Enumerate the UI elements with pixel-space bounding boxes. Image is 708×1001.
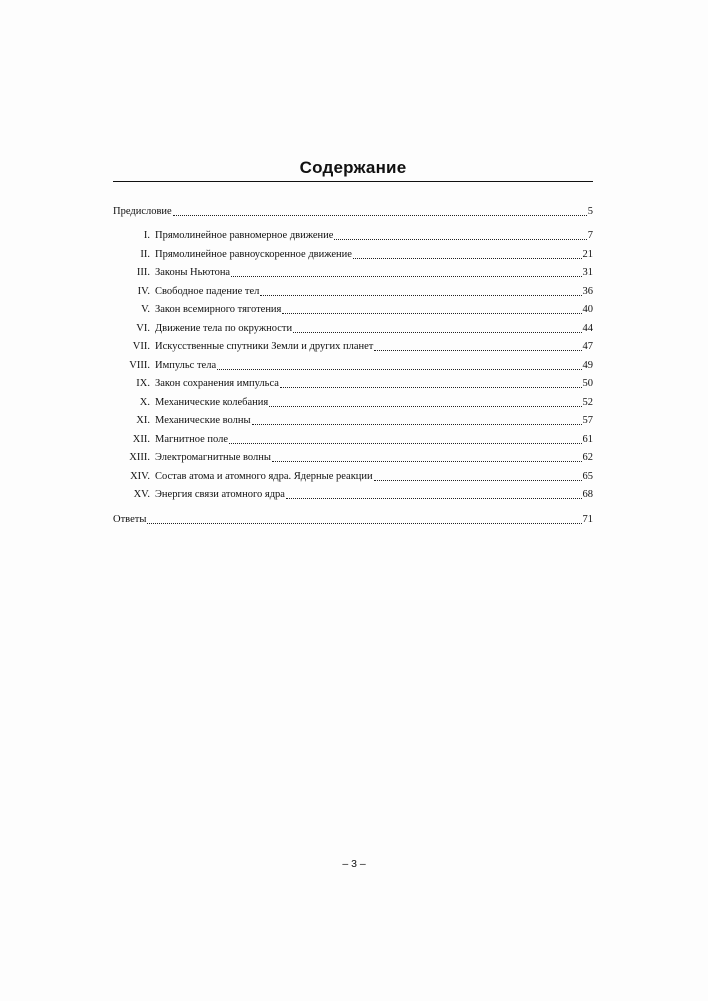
toc-entry-label: Свободное падение тел	[155, 285, 260, 297]
page-title: Содержание	[299, 158, 407, 177]
toc-entry-page: 40	[582, 304, 593, 315]
toc-entry-number: IX.	[136, 378, 150, 389]
page-number: – 3 –	[342, 858, 366, 870]
toc-leader-dots	[229, 443, 581, 444]
toc-entry-number: VIII.	[129, 359, 150, 371]
toc-entry-page: 65	[582, 470, 593, 482]
toc-entry-page: 50	[582, 378, 593, 389]
toc-entry-number: V.	[141, 304, 150, 315]
toc-entry-number: X.	[139, 396, 150, 408]
toc-entry-chapter-8[interactable]	[113, 357, 593, 373]
toc-entry-number: VI.	[136, 322, 150, 334]
toc-entry-page: 5	[587, 206, 593, 217]
toc-entry-chapter-5[interactable]	[113, 301, 593, 317]
toc-entry-preface[interactable]	[113, 203, 593, 219]
toc-entry-number: XIV.	[130, 470, 150, 482]
toc-entry-label: Механические волны	[155, 415, 251, 426]
toc-entry-label: Закон сохранения импульса	[155, 378, 279, 389]
toc-entry-label: Прямолинейное равноускоренное движение	[155, 248, 352, 260]
toc-entry-chapter-14[interactable]	[113, 468, 593, 484]
toc-leader-dots	[286, 498, 582, 499]
toc-entry-page: 36	[582, 285, 593, 297]
toc-entry-chapter-2[interactable]	[113, 246, 593, 262]
toc-entry-label: Механические колебания	[155, 396, 269, 408]
toc-entry-page: 71	[582, 514, 593, 525]
toc-entry-page: 7	[587, 230, 593, 241]
toc-entry-label: Движение тела по окружности	[155, 322, 293, 334]
toc-leader-dots	[282, 313, 581, 314]
toc-entry-chapter-3[interactable]	[113, 264, 593, 280]
toc-entry-page: 61	[582, 433, 593, 445]
toc-entry-page: 44	[582, 322, 593, 334]
toc-entry-label: Импульс тела	[155, 359, 217, 371]
toc-leader-dots	[293, 332, 581, 333]
toc-leader-dots	[334, 239, 586, 240]
toc-entry-label: Закон всемирного тяготения	[155, 304, 282, 315]
toc-entry-page: 62	[582, 452, 593, 463]
toc-leader-dots	[252, 424, 582, 425]
toc-entry-chapter-9[interactable]	[113, 375, 593, 391]
toc-entry-chapter-13[interactable]	[113, 449, 593, 465]
toc-entry-number: XI.	[136, 415, 150, 426]
toc-leader-dots	[260, 295, 581, 296]
toc-entry-label: Предисловие	[113, 206, 172, 217]
toc-entry-page: 49	[582, 359, 593, 371]
toc-leader-dots	[374, 480, 582, 481]
toc-entry-number: XV.	[133, 489, 150, 500]
toc-entry-page: 21	[582, 248, 593, 260]
toc-entry-number: VII.	[132, 341, 150, 352]
toc-entry-chapter-12[interactable]	[113, 431, 593, 447]
toc-entry-label: Магнитное поле	[155, 433, 229, 445]
toc-entry-page: 31	[582, 267, 593, 278]
toc-entry-label: Прямолинейное равномерное движение	[155, 230, 334, 241]
toc-entry-chapter-4[interactable]	[113, 283, 593, 299]
toc-entry-number: II.	[140, 248, 150, 260]
toc-entry-label: Электромагнитные волны	[155, 452, 271, 463]
toc-entry-chapter-15[interactable]	[113, 486, 593, 502]
toc-entry-number: XIII.	[129, 452, 150, 463]
title-underline	[113, 181, 593, 182]
toc-entry-number: IV.	[137, 285, 150, 297]
toc-entry-label: Состав атома и атомного ядра. Ядерные реакции	[155, 470, 373, 482]
toc-entry-chapter-6[interactable]	[113, 320, 593, 336]
toc-leader-dots	[374, 350, 581, 351]
toc-leader-dots	[269, 406, 581, 407]
toc-entry-label: Законы Ньютона	[155, 267, 231, 278]
toc-entry-page: 57	[582, 415, 593, 426]
toc-entry-page: 68	[582, 489, 593, 500]
toc-leader-dots	[147, 523, 581, 524]
toc-entry-answers[interactable]	[113, 511, 593, 527]
toc-leader-dots	[217, 369, 581, 370]
toc-leader-dots	[173, 215, 587, 216]
toc-leader-dots	[231, 276, 581, 277]
toc-entry-number: III.	[136, 267, 150, 278]
toc-entry-number: I.	[143, 230, 150, 241]
toc-entry-chapter-10[interactable]	[113, 394, 593, 410]
toc-entry-chapter-11[interactable]	[113, 412, 593, 428]
toc-leader-dots	[280, 387, 582, 388]
toc-entry-chapter-7[interactable]	[113, 338, 593, 354]
toc-leader-dots	[272, 461, 582, 462]
toc-entry-number: XII.	[132, 433, 150, 445]
toc-entry-page: 52	[582, 396, 593, 408]
toc-entry-label: Энергия связи атомного ядра	[155, 489, 285, 500]
toc-leader-dots	[353, 258, 582, 259]
toc-entry-label: Искусственные спутники Земли и других планет	[155, 341, 374, 352]
toc-entry-label: Ответы	[113, 514, 147, 525]
toc-entry-chapter-1[interactable]	[113, 227, 593, 243]
toc-entry-page: 47	[582, 341, 593, 352]
